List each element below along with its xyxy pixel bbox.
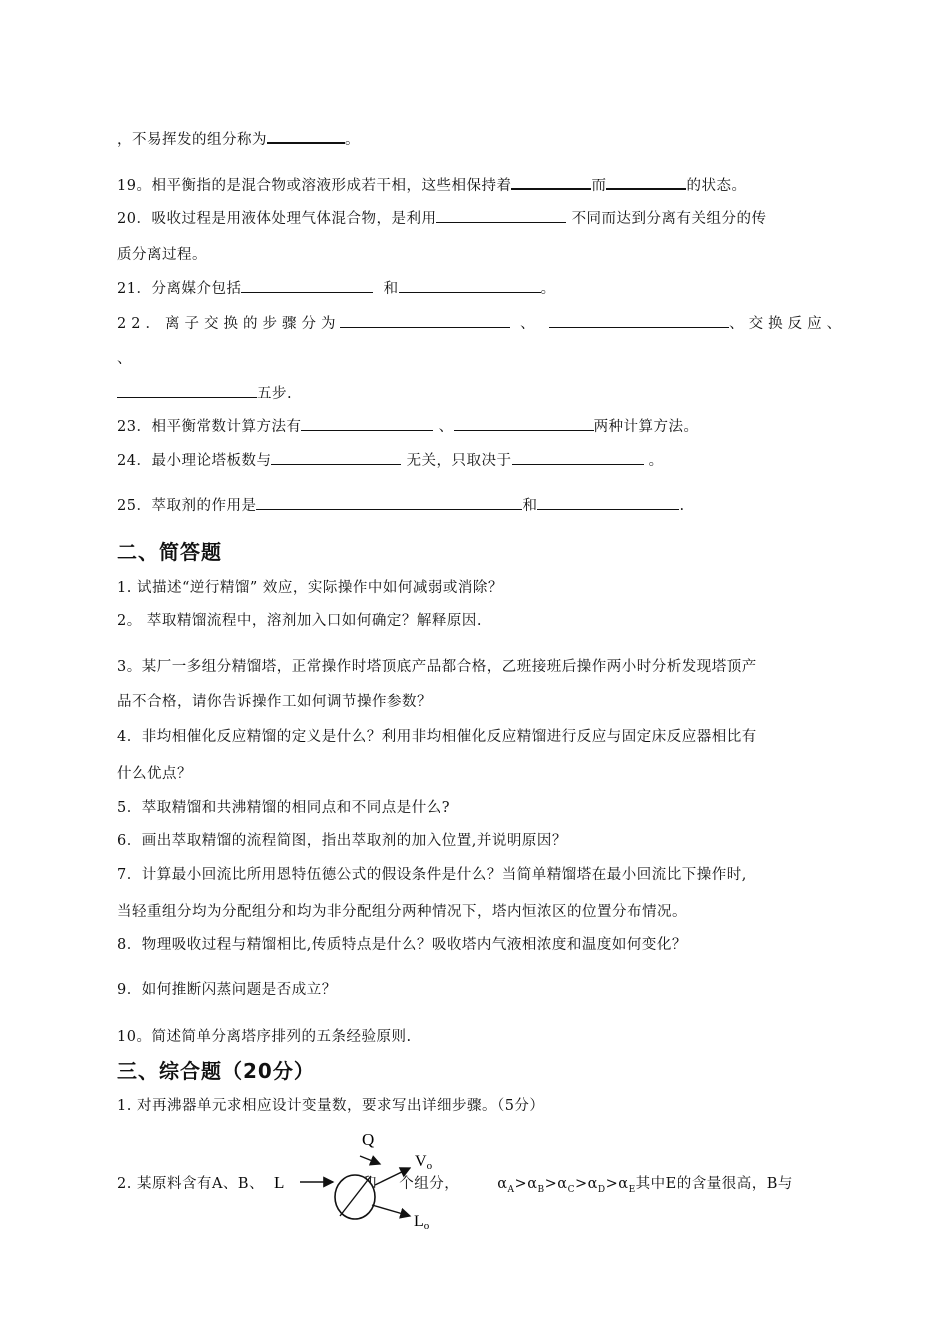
question-3-2: 2. 某原料含有A、B、 个组分， $\alpha_A>\alpha_B>\alpha_C>\alpha_D>\alpha_E$其中E的含量很高，B与 [117,1176,793,1195]
vapor-out-arrow [375,1168,410,1185]
list-item: 6．画出萃取精馏的流程简图，指出萃取剂的加入位置,并说明原因？ [117,833,567,849]
list-item: 品不合格，请你告诉操作工如何调节操作参数？ [117,694,432,710]
list-item: 什么优点？ [117,766,192,782]
list-item: 9．如何推断闪蒸问题是否成立？ [117,982,337,998]
label-V: Vo [415,1153,433,1172]
label-Q: Q [362,1130,375,1149]
question-24: 24．最小理论塔板数与 无关，只取决于 。 [117,449,664,470]
heat-arrow [360,1156,380,1164]
question-3-1: 1. 对再沸器单元求相应设计变量数，要求写出详细步骤。（5分） [117,1098,545,1114]
list-item: 10。简述简单分离塔序排列的五条经验原则. [117,1029,412,1045]
question-19: 19。相平衡指的是混合物或溶液形成若干相，这些相保持着 而 的状态。 [117,174,746,195]
question-22-line3: 五步. [117,382,292,403]
list-item: 4．非均相催化反应精馏的定义是什么？利用非均相催化反应精馏进行反应与固定床反应器相比有 [117,729,757,745]
question-18-tail: ，不易挥发的组分称为 。 [117,128,360,149]
section-title-short-answer: 二、简答题 [117,540,222,564]
label-L-out: Lo [414,1213,430,1232]
liquid-out-arrow [372,1205,410,1216]
list-item: 8．物理吸收过程与精馏相比,传质特点是什么？吸收塔内气液相浓度和温度如何变化？ [117,937,687,953]
question-21: 21．分离媒介包括 和 。 [117,277,556,298]
question-25: 25．萃取剂的作用是 和 . [117,494,685,515]
alpha-ordering: $\alpha_A>\alpha_B>\alpha_C>\alpha_D>\alpha_E$ [497,1176,636,1195]
question-23: 23．相平衡常数计算方法有 、 两种计算方法。 [117,415,699,436]
question-20: 20．吸收过程是用液体处理气体混合物，是利用 不同而达到分离有关组分的传 [117,207,767,228]
question-22-line2: 、 [117,351,132,367]
label-L-in: L [274,1173,285,1192]
question-20-line2: 质分离过程。 [117,247,207,263]
list-item: 当轻重组分均为分配组分和均为非分配组分两种情况下，塔内恒浓区的位置分布情况。 [117,904,687,920]
question-22: 22．离子交换的步骤分为 、 、交换反应、 [117,312,846,333]
list-item: 2。 萃取精馏流程中，溶剂加入口如何确定？解释原因. [117,613,482,629]
list-item: 3。某厂一多组分精馏塔，正常操作时塔顶底产品都合格，乙班接班后操作两小时分析发现塔顶产 [117,659,757,675]
list-item: 7．计算最小回流比所用恩特伍德公式的假设条件是什么？当简单精馏塔在最小回流比下操作时, [117,867,747,883]
list-item: 5．萃取精馏和共沸精馏的相同点和不同点是什么? [117,800,450,816]
list-item: 1. 试描述“逆行精馏” 效应，实际操作中如何减弱或消除？ [117,580,503,596]
section-title-comprehensive: 三、综合题（20分） [117,1059,315,1083]
